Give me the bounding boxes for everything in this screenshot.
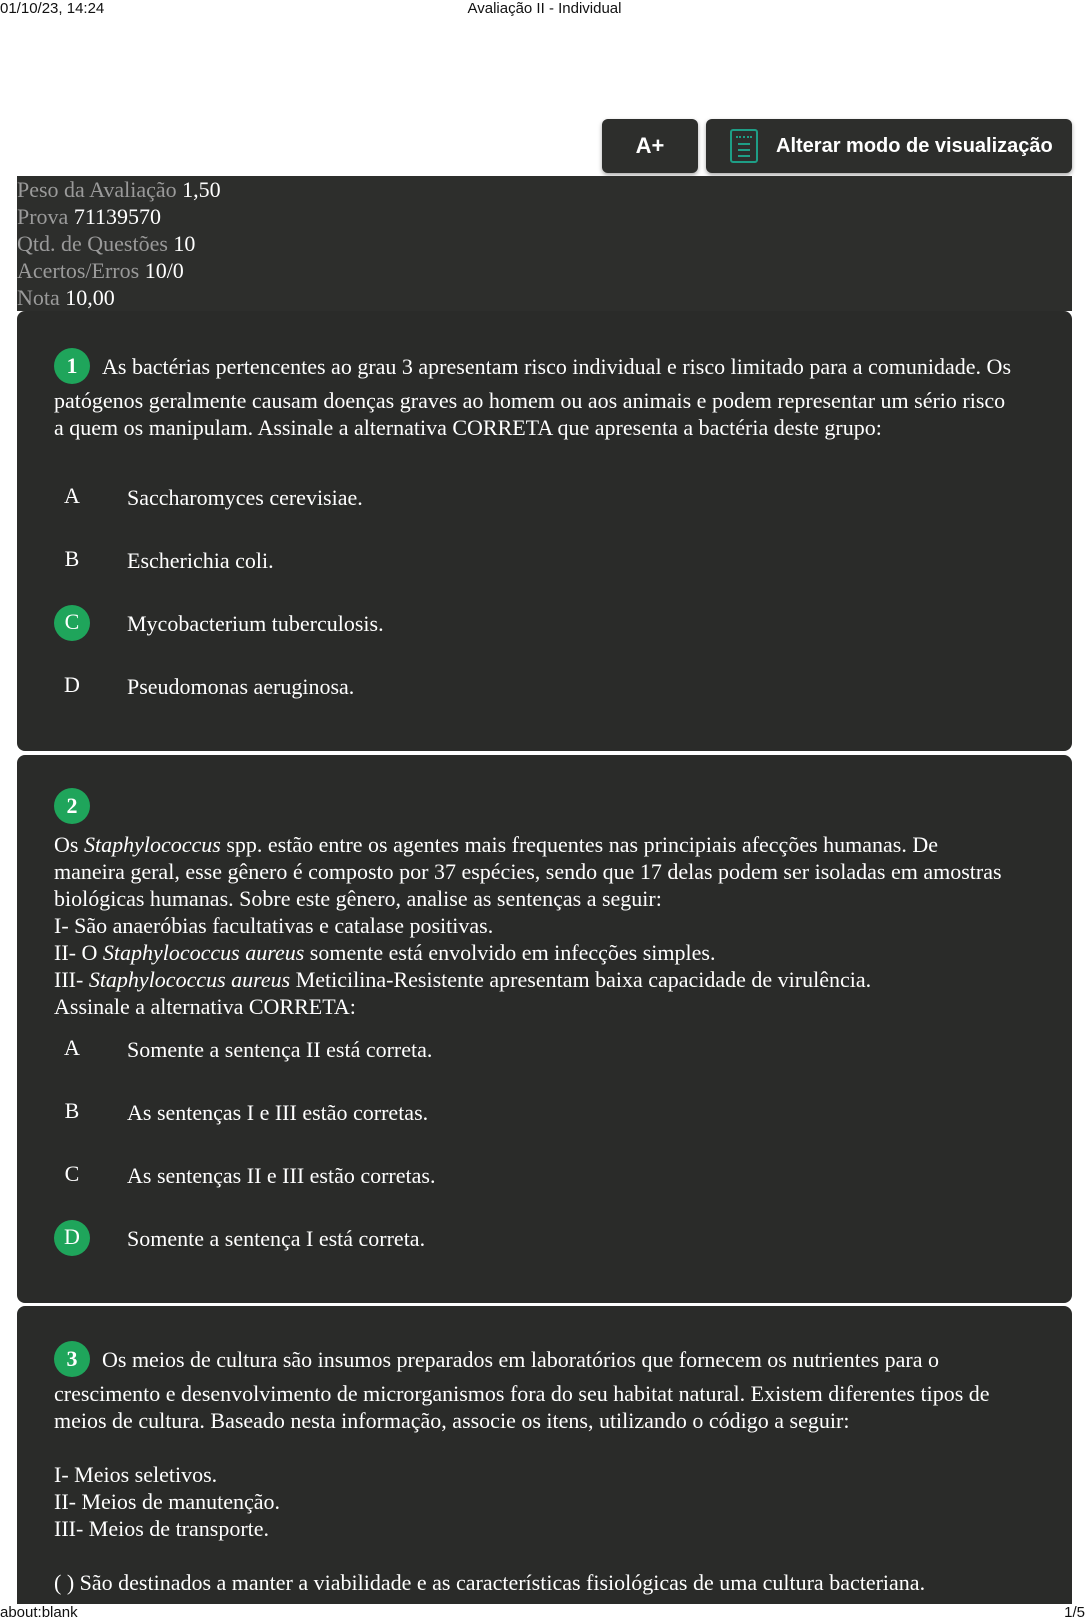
option-b[interactable]: B As sentenças I e III estão corretas. (64, 1098, 429, 1125)
question-number-badge: 3 (54, 1341, 90, 1377)
change-view-mode-button[interactable] (706, 119, 1072, 173)
increase-font-label: A+ (635, 133, 665, 158)
print-url: about:blank (0, 1604, 78, 1621)
option-d[interactable]: D Pseudomonas aeruginosa. (64, 672, 355, 699)
summary-row-weight: Peso da Avaliação 1,50 (17, 177, 221, 202)
summary-row-exam: Prova 71139570 (17, 204, 162, 229)
option-b[interactable]: B Escherichia coli. (64, 546, 274, 573)
print-footer (0, 1604, 1089, 1623)
association-item: III- Meios de transporte. (54, 1516, 270, 1541)
option-c[interactable]: C As sentenças II e III estão corretas. (64, 1161, 436, 1188)
correct-answer-badge: D (54, 1220, 90, 1256)
document-view-icon (730, 129, 758, 163)
increase-font-button[interactable] (602, 119, 698, 173)
option-a[interactable]: A Saccharomyces cerevisiae. (64, 483, 363, 510)
summary-row-question-count: Qtd. de Questões 10 (17, 231, 196, 256)
option-d[interactable]: D Somente a sentença I está correta. (54, 1220, 1032, 1260)
print-title: Avaliação II - Individual (467, 0, 622, 17)
option-a[interactable]: A Somente a sentença II está correta. (64, 1035, 433, 1062)
correct-answer-badge: C (54, 605, 90, 641)
question-number-badge: 2 (54, 788, 90, 824)
question-text: 1 As bactérias pertencentes ao grau 3 apresentam risco individual e risco limitado para a comunidade. Os patógenos geralmente causam doenças graves ao homem ou aos animais e podem representar um sério risco a quem os manipulam. Assinale a alternativa CORRETA que apresenta a bactéria deste grupo: (54, 351, 1014, 441)
question-card-3 (17, 1306, 1072, 1604)
association-statement: ( ) São destinados a manter a viabilidade e as características fisiológicas de uma cultura bacteriana. (54, 1570, 926, 1595)
question-number-badge: 1 (54, 348, 90, 384)
option-c[interactable]: C Mycobacterium tuberculosis. (54, 605, 1032, 645)
question-text: 3 Os meios de cultura são insumos preparados em laboratórios que fornecem os nutrientes para o crescimento e desenvolvimento de microrganismos fora do seu habitat natural. Existem diferentes tipos de meios de cultura. Baseado nesta informação, associe os itens, utilizando o código a seguir: I- Meios seletivos. II- Meios de manutenção. III- Meios de transporte. ( ) São destinados a manter a viabilidade e as características fisiológicas de uma cultura bacteriana. (54, 1344, 1014, 1596)
exam-summary (17, 176, 1072, 311)
print-header (0, 0, 1089, 20)
change-view-mode-label: Alterar modo de visualização (776, 134, 1053, 157)
summary-row-hits-errors: Acertos/Erros 10/0 (17, 258, 184, 283)
summary-row-grade: Nota 10,00 (17, 285, 115, 310)
question-card-2 (17, 755, 1072, 1303)
question-text: 2 Os Staphylococcus spp. estão entre os agentes mais frequentes nas principiais afecções humanas. De maneira geral, esse gênero é composto por 37 espécies, sendo que 17 delas podem ser isoladas em amostras biológicas humanas. Sobre este gênero, analise as sentenças a seguir: I- São anaeróbias facultativas e catalase positivas. II- O Staphylococcus aureus somente está envolvido em infecções simples. III- Staphylococcus aureus Meticilina-Resistente apresentam baixa capacidade de virulência. Assinale a alternativa CORRETA: (54, 791, 1014, 1020)
print-datetime: 01/10/23, 14:24 (0, 0, 105, 17)
association-item: II- Meios de manutenção. (54, 1489, 281, 1514)
question-card-1 (17, 311, 1072, 751)
association-item: I- Meios seletivos. (54, 1462, 218, 1487)
print-page-number: 1/5 (1064, 1604, 1085, 1621)
